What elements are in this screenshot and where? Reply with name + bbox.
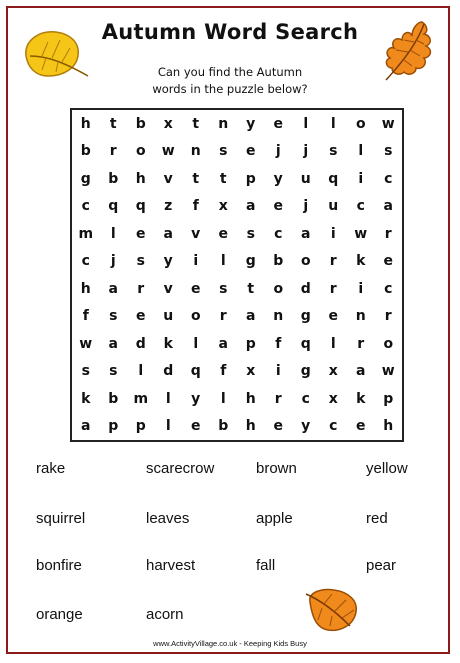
grid-letter: s [81, 363, 90, 380]
grid-letter: i [275, 363, 281, 380]
grid-letter: l [220, 253, 226, 270]
grid-letter: f [220, 363, 227, 380]
word-item: scarecrow [146, 460, 215, 477]
grid-letter: u [300, 170, 311, 187]
grid-letter: p [135, 418, 146, 435]
grid-letter: y [301, 418, 311, 435]
grid-letter: q [108, 198, 119, 215]
grid-letter: b [108, 170, 119, 187]
grid-letter: e [383, 253, 393, 270]
grid-letter: e [136, 225, 146, 242]
grid-letter: n [218, 115, 229, 132]
word-item: red [366, 510, 388, 527]
grid-letter: e [218, 225, 228, 242]
grid-letter: l [165, 390, 171, 407]
grid-letter: o [300, 253, 311, 270]
grid-letter: a [108, 280, 118, 297]
grid-letter: t [219, 170, 227, 187]
grid-letter: a [163, 225, 173, 242]
grid-letter: b [273, 253, 284, 270]
word-item: apple [256, 510, 293, 527]
grid-letter: q [328, 170, 339, 187]
grid-letter: n [190, 143, 201, 160]
grid-letter: y [273, 170, 283, 187]
grid-letter: r [329, 253, 337, 270]
grid-letter: d [163, 363, 174, 380]
grid-letter: m [78, 225, 94, 242]
grid-letter: x [163, 115, 173, 132]
grid-letter: l [303, 115, 309, 132]
grid-letter: k [356, 390, 366, 407]
grid-letter: l [330, 115, 336, 132]
grid-letter: n [355, 308, 366, 325]
instructions-line-2: words in the puzzle below? [152, 82, 308, 96]
grid-letter: s [384, 143, 393, 160]
word-item: squirrel [36, 510, 86, 527]
grid-letter: e [273, 198, 283, 215]
grid-letter: b [80, 143, 91, 160]
grid-letter: l [110, 225, 116, 242]
grid-letter: p [245, 335, 256, 352]
grid-letter: e [136, 308, 146, 325]
grid-letter: w [161, 143, 175, 160]
word-item: rake [36, 460, 66, 477]
grid-letter: c [384, 170, 393, 187]
grid-letter: l [193, 335, 199, 352]
page-title: Autumn Word Search [101, 20, 359, 44]
grid-letter: l [165, 418, 171, 435]
grid-letter: w [354, 225, 368, 242]
grid-letter: w [381, 115, 395, 132]
grid-letter: o [135, 143, 146, 160]
grid-letter: s [109, 363, 118, 380]
grid-letter: k [163, 335, 173, 352]
grid-letter: c [329, 418, 338, 435]
grid-letter: h [383, 418, 394, 435]
grid-letter: j [275, 143, 281, 160]
grid-letter: a [218, 335, 228, 352]
grid-letter: o [383, 335, 394, 352]
grid-letter: m [133, 390, 149, 407]
grid-letter: l [330, 335, 336, 352]
grid-letter: j [303, 143, 309, 160]
grid-letter: x [328, 363, 338, 380]
grid-letter: t [192, 170, 200, 187]
grid-letter: a [108, 335, 118, 352]
instructions-line-1: Can you find the Autumn [157, 65, 303, 79]
grid-letter: g [245, 253, 256, 270]
grid-letter: a [246, 308, 256, 325]
grid-letter: j [303, 198, 309, 215]
grid-letter: t [109, 115, 117, 132]
grid-letter: o [355, 115, 366, 132]
grid-letter: j [110, 253, 116, 270]
grid-letter: x [328, 390, 338, 407]
grid-letter: h [245, 390, 256, 407]
grid-letter: f [192, 198, 199, 215]
grid-letter: e [273, 115, 283, 132]
grid-letter: c [356, 198, 365, 215]
grid-letter: c [384, 280, 393, 297]
grid-letter: u [163, 308, 174, 325]
grid-letter: r [329, 280, 337, 297]
grid-letter: h [80, 280, 91, 297]
word-search-grid [70, 108, 404, 442]
grid-letter: f [82, 308, 89, 325]
grid-letter: i [193, 253, 199, 270]
grid-letter: s [246, 225, 255, 242]
grid-letter: c [81, 198, 90, 215]
grid-letter: i [358, 280, 364, 297]
grid-letter: c [274, 225, 283, 242]
grid-letter: q [135, 198, 146, 215]
grid-letter: d [300, 280, 311, 297]
grid-letter: t [192, 115, 200, 132]
grid-letter: h [245, 418, 256, 435]
grid-letter: o [273, 280, 284, 297]
grid-letter: k [81, 390, 91, 407]
grid-letter: c [81, 253, 90, 270]
grid-letter: l [138, 363, 144, 380]
grid-letter: s [109, 308, 118, 325]
grid-letter: a [356, 363, 366, 380]
grid-letter: n [273, 308, 284, 325]
grid-letter: e [328, 308, 338, 325]
grid-letter: r [137, 280, 145, 297]
grid-letter: r [384, 225, 392, 242]
grid-letter: z [164, 198, 173, 215]
grid-letter: y [191, 390, 201, 407]
word-item: orange [36, 606, 83, 623]
grid-letter: s [329, 143, 338, 160]
grid-letter: d [135, 335, 146, 352]
grid-letter: e [191, 280, 201, 297]
grid-letter: a [301, 225, 311, 242]
grid-letter: t [247, 280, 255, 297]
grid-letter: w [381, 363, 395, 380]
grid-letter: h [80, 115, 91, 132]
grid-letter: f [275, 335, 282, 352]
grid-letter: r [274, 390, 282, 407]
grid-letter: r [357, 335, 365, 352]
grid-letter: x [218, 198, 228, 215]
grid-letter: s [219, 280, 228, 297]
grid-letter: p [383, 390, 394, 407]
grid-letter: b [218, 418, 229, 435]
word-item: leaves [146, 510, 190, 527]
word-item: harvest [146, 557, 196, 574]
grid-letter: i [358, 170, 364, 187]
orange-leaf-icon [304, 586, 362, 636]
grid-letter: r [109, 143, 117, 160]
grid-letter: e [191, 418, 201, 435]
grid-letter: b [135, 115, 146, 132]
grid-letter: y [246, 115, 256, 132]
word-item: pear [366, 557, 397, 574]
grid-letter: e [356, 418, 366, 435]
grid-letter: a [81, 418, 91, 435]
grid-letter: v [163, 280, 173, 297]
grid-letter: a [246, 198, 256, 215]
grid-letter: k [356, 253, 366, 270]
grid-letter: a [383, 198, 393, 215]
grid-letter: x [246, 363, 256, 380]
grid-letter: r [219, 308, 227, 325]
grid-letter: c [301, 390, 310, 407]
grid-letter: q [300, 335, 311, 352]
grid-letter: g [80, 170, 91, 187]
word-item: brown [256, 460, 297, 477]
grid-letter: y [163, 253, 173, 270]
grid-letter: q [190, 363, 201, 380]
grid-letter: v [163, 170, 173, 187]
grid-letter: s [219, 143, 228, 160]
grid-letter: w [79, 335, 93, 352]
grid-letter: l [358, 143, 364, 160]
grid-letter: s [136, 253, 145, 270]
grid-letter: e [273, 418, 283, 435]
grid-letter: h [135, 170, 146, 187]
word-item: bonfire [36, 557, 82, 574]
grid-letter: l [220, 390, 226, 407]
grid-letter: i [330, 225, 336, 242]
grid-letter: e [246, 143, 256, 160]
grid-letter: g [300, 308, 311, 325]
letter-grid [72, 110, 402, 440]
grid-letter: u [328, 198, 339, 215]
grid-letter: o [190, 308, 201, 325]
grid-letter: p [108, 418, 119, 435]
grid-letter: p [245, 170, 256, 187]
word-item: yellow [366, 460, 408, 477]
word-item: acorn [146, 606, 184, 623]
word-item: fall [256, 557, 276, 574]
grid-letter: b [108, 390, 119, 407]
grid-letter: r [384, 308, 392, 325]
footer-credit: www.ActivityVillage.co.uk - Keeping Kids Busy [153, 639, 307, 648]
grid-letter: g [300, 363, 311, 380]
grid-letter: v [191, 225, 201, 242]
instructions [0, 64, 460, 98]
